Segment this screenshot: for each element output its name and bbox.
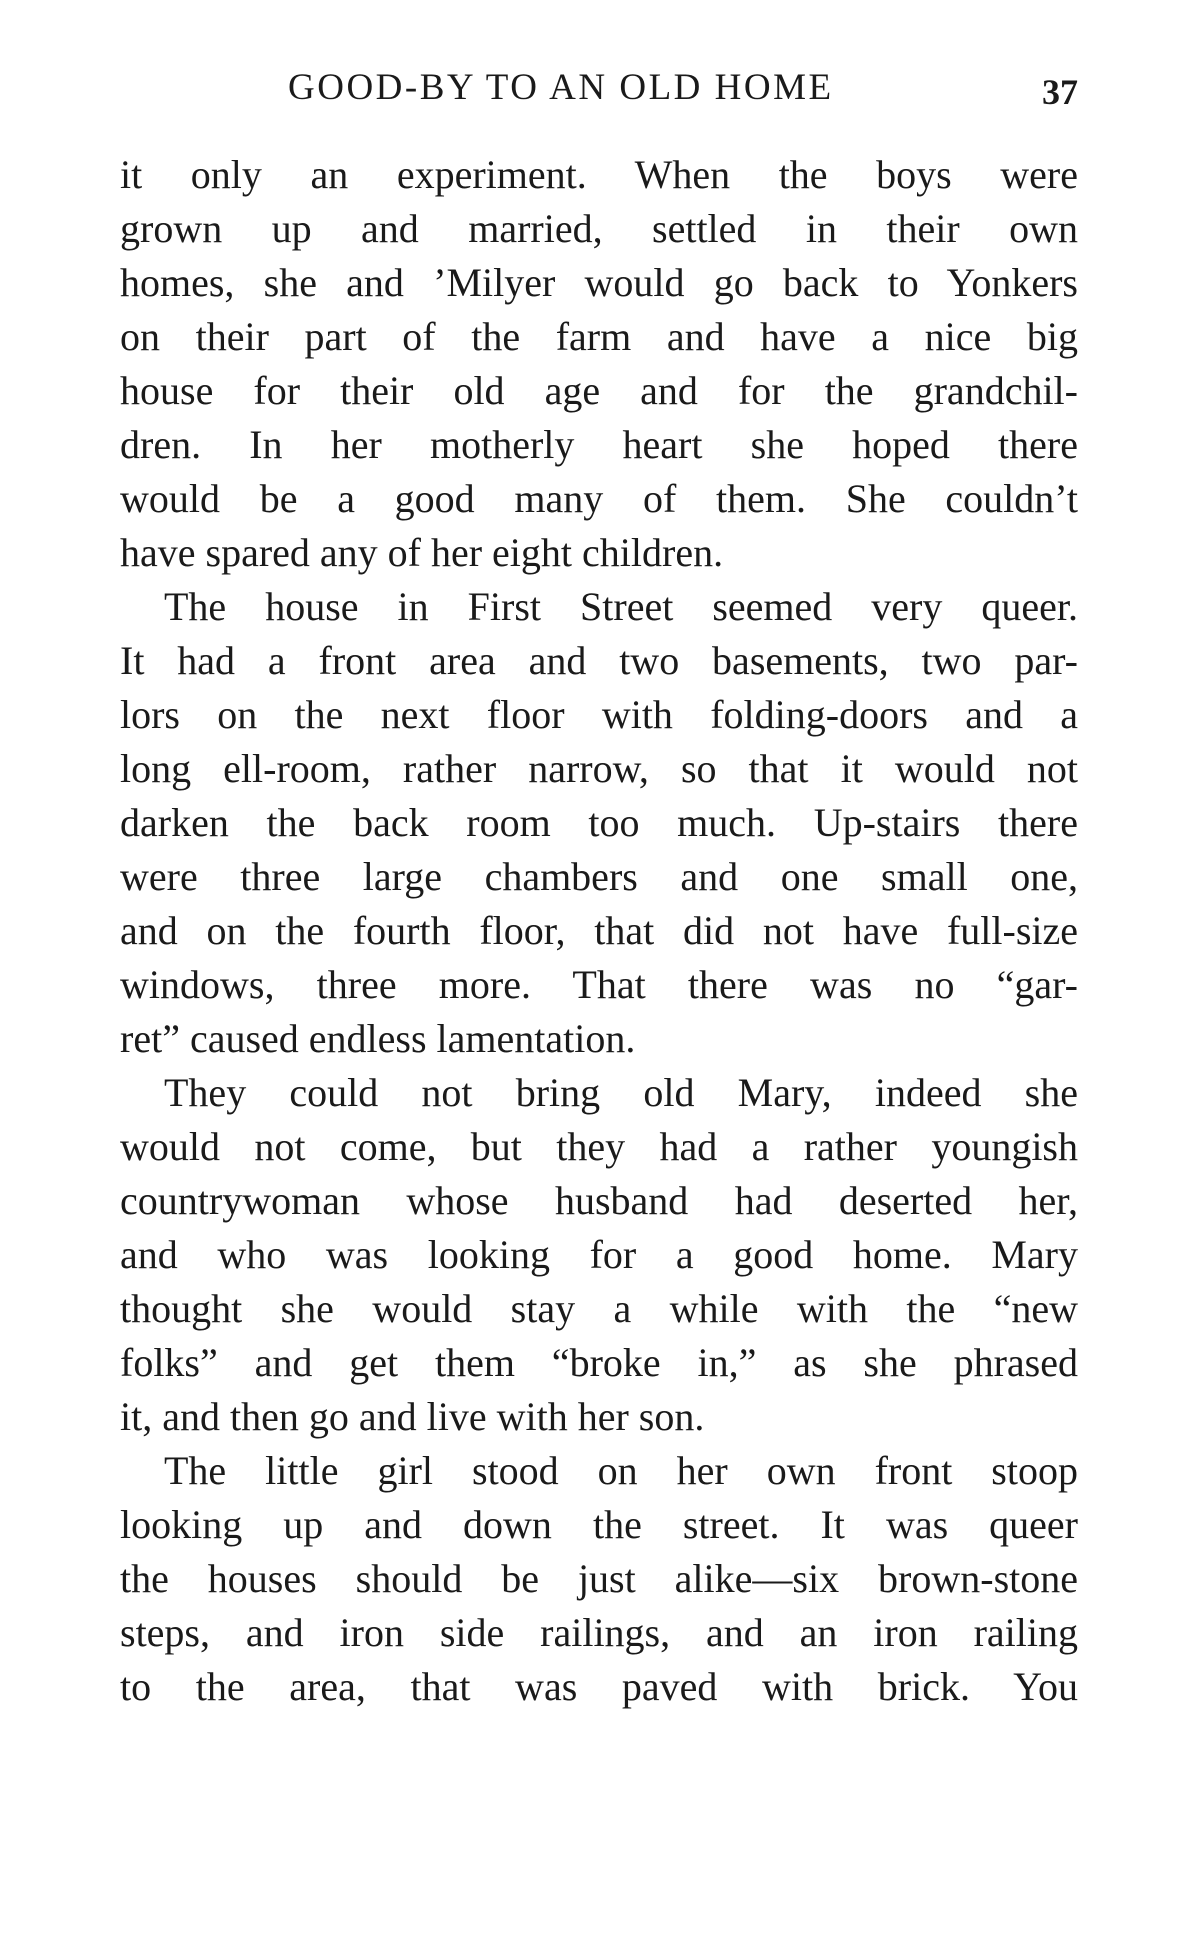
text-line: were three large chambers and one small one, [120, 854, 1078, 899]
text-line: They could not bring old Mary, indeed she [164, 1070, 1078, 1115]
text-line: windows, three more. That there was no “gar- [120, 962, 1078, 1007]
text-line: looking up and down the street. It was queer [120, 1502, 1078, 1547]
paragraph [120, 1444, 1078, 1714]
text-line: darken the back room too much. Up-stairs there [120, 800, 1078, 845]
text-line: it, and then go and live with her son. [120, 1394, 705, 1439]
text-line: house for their old age and for the grandchil- [120, 368, 1078, 413]
text-line: folks” and get them “broke in,” as she phrased [120, 1340, 1078, 1385]
text-line: on their part of the farm and have a nice big [120, 314, 1078, 359]
text-line: and on the fourth floor, that did not have full-size [120, 908, 1078, 953]
text-line: have spared any of her eight children. [120, 530, 724, 575]
chapter-title: GOOD-BY TO AN OLD HOME [288, 67, 834, 108]
text-line: would not come, but they had a rather youngish [120, 1124, 1078, 1169]
paragraph [120, 148, 1078, 580]
text-line: lors on the next floor with folding-doors and a [120, 692, 1078, 737]
text-line: it only an experiment. When the boys were [120, 152, 1078, 197]
text-line: The little girl stood on her own front stoop [164, 1448, 1078, 1493]
text-line: thought she would stay a while with the “new [120, 1286, 1078, 1331]
body-text [120, 148, 1078, 1714]
text-line: and who was looking for a good home. Mary [120, 1232, 1078, 1277]
text-line: countrywoman whose husband had deserted her, [120, 1178, 1078, 1223]
text-line: the houses should be just alike—six brown-stone [120, 1556, 1078, 1601]
text-line: to the area, that was paved with brick. You [120, 1664, 1078, 1709]
paragraph [120, 580, 1078, 1066]
text-line: steps, and iron side railings, and an iron railing [120, 1610, 1078, 1655]
page-number: 37 [1042, 72, 1078, 112]
text-line: grown up and married, settled in their own [120, 206, 1078, 251]
paragraph [120, 1066, 1078, 1444]
text-line: homes, she and ’Milyer would go back to Yonkers [120, 260, 1078, 305]
text-line: The house in First Street seemed very queer. [164, 584, 1078, 629]
text-line: would be a good many of them. She couldn’t [120, 476, 1078, 521]
running-head [120, 58, 1078, 118]
text-line: ret” caused endless lamentation. [120, 1016, 636, 1061]
text-line: long ell-room, rather narrow, so that it would not [120, 746, 1078, 791]
text-line: dren. In her motherly heart she hoped there [120, 422, 1078, 467]
text-line: It had a front area and two basements, two par- [120, 638, 1078, 683]
